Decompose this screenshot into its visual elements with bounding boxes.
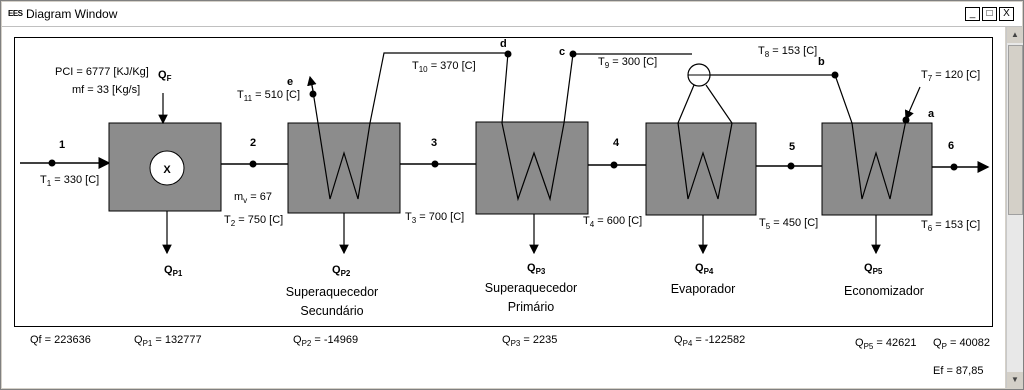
qp3-result: $Q_{P3} = 2235$ <box>502 334 558 349</box>
mv-label: $m_v = 67$ <box>234 191 272 205</box>
node-1-label: 1 <box>59 139 66 151</box>
maximize-button[interactable]: □ <box>982 7 997 21</box>
node-e-dot <box>310 91 317 98</box>
t1-label: $T_1 = 330$ [C] <box>40 174 100 188</box>
node-c-dot <box>570 51 577 58</box>
node-e-label: e <box>287 76 294 88</box>
window-title: Diagram Window <box>26 7 118 21</box>
pci-label: PCI = 6777 [KJ/Kg] <box>55 66 149 78</box>
vertical-scrollbar[interactable] <box>1006 27 1023 388</box>
node-d-label: d <box>500 38 507 50</box>
qf-arrow-label: $Q_F$ <box>158 69 172 83</box>
scroll-up-arrow-icon[interactable]: ▲ <box>1007 27 1023 43</box>
t6-label: $T_6 = 153$ [C] <box>921 219 981 233</box>
node-3-label: 3 <box>431 137 438 149</box>
t10-label: $T_{10} = 370$ [C] <box>412 60 476 74</box>
node-5-dot <box>788 163 795 170</box>
evaporator-box <box>646 123 756 215</box>
node-6-label: 6 <box>948 140 955 152</box>
node-4-dot <box>611 162 618 169</box>
node-2-dot <box>250 161 257 168</box>
node-6-dot <box>951 164 958 171</box>
boiler-diagram <box>2 27 1005 327</box>
qp1-arrow-label: $Q_{P1}$ <box>164 264 183 278</box>
qp2-arrow-label: $Q_{P2}$ <box>332 264 351 278</box>
qf-result: Qf = 223636 <box>30 334 91 346</box>
title-bar[interactable] <box>2 2 1022 27</box>
qp3-arrow-label: $Q_{P3}$ <box>527 262 546 276</box>
node-d-dot <box>505 51 512 58</box>
qp4-arrow-label: $Q_{P4}$ <box>695 262 714 276</box>
qp1-result: $Q_{P1} = 132777$ <box>134 334 202 349</box>
close-button[interactable]: X <box>999 7 1014 21</box>
qp5-result: $Q_{P5} = 42621$ <box>855 337 917 352</box>
t11-label: $T_{11} = 510$ [C] <box>237 89 301 103</box>
scroll-down-arrow-icon[interactable]: ▼ <box>1007 372 1023 388</box>
t4-label: $T_4 = 600$ [C] <box>583 215 643 229</box>
t3-label: $T_3 = 700$ [C] <box>405 211 465 225</box>
node-4-label: 4 <box>613 137 620 149</box>
qp5-arrow-label: $Q_{P5}$ <box>864 262 883 276</box>
secondary-superheater-label-line1: Superaquecedor <box>285 285 379 299</box>
feedwater-inlet-arrow <box>906 87 920 119</box>
ees-app-icon: EES <box>8 9 23 18</box>
fuel-mass-flow-label: mf = 33 [Kg/s] <box>72 84 141 96</box>
evaporator-label: Evaporador <box>670 282 736 296</box>
node-a-label: a <box>928 108 935 120</box>
t5-label: $T_5 = 450$ [C] <box>759 217 819 231</box>
secondary-superheater-box <box>288 123 400 213</box>
node-5-label: 5 <box>789 141 796 153</box>
efficiency-result: Ef = 87,85 <box>933 365 984 377</box>
secondary-superheater-label-line2: Secundário <box>300 304 364 318</box>
primary-superheater-box <box>476 122 588 214</box>
node-c-label: c <box>559 46 566 58</box>
node-a-dot <box>903 117 910 124</box>
node-3-dot <box>432 161 439 168</box>
primary-superheater-label-line1: Superaquecedor <box>484 281 578 295</box>
minimize-button[interactable]: _ <box>965 7 980 21</box>
burner-x-label: X <box>163 164 171 176</box>
node-b-dot <box>832 72 839 79</box>
node-1-dot <box>49 160 56 167</box>
node-2-label: 2 <box>250 137 257 149</box>
t8-label: $T_8 = 153$ [C] <box>758 45 818 59</box>
qp-total-result: $Q_P = 40082$ <box>933 337 991 352</box>
scroll-thumb[interactable] <box>1008 45 1023 215</box>
node-b-label: b <box>818 56 825 68</box>
economizer-box <box>822 123 932 215</box>
qp2-result: $Q_{P2} = -14969$ <box>293 334 359 349</box>
economizer-label: Economizador <box>844 284 924 298</box>
t9-label: $T_9 = 300$ [C] <box>598 56 658 70</box>
primary-superheater-label-line2: Primário <box>507 300 555 314</box>
t7-label: $T_7 = 120$ [C] <box>921 69 981 83</box>
diagram-canvas <box>2 27 1005 388</box>
qp4-result: $Q_{P4} = -122582$ <box>674 334 746 349</box>
t2-label: $T_2 = 750$ [C] <box>224 214 284 228</box>
